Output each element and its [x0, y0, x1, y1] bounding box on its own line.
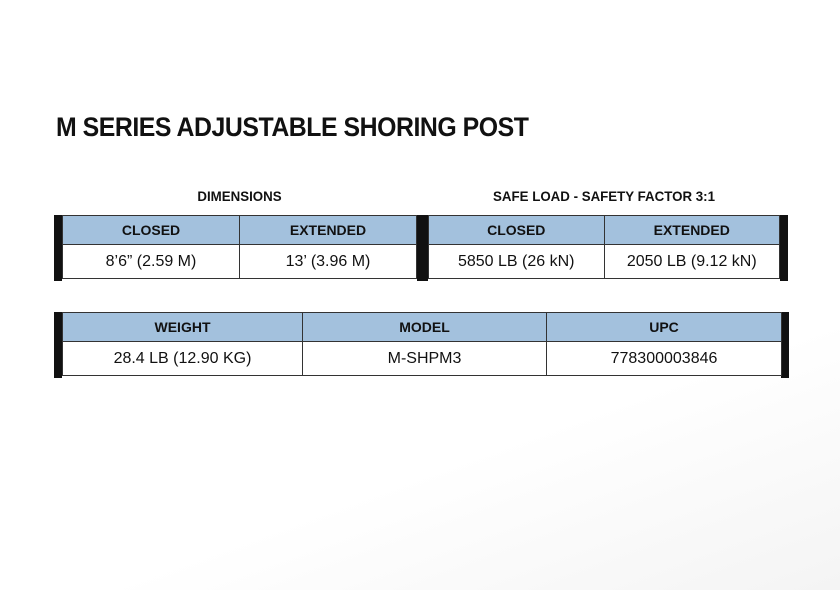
- right-bar-bottom: [781, 312, 789, 378]
- table-row: [429, 245, 780, 279]
- dimensions-label: DIMENSIONS: [197, 188, 282, 204]
- weight-value: 28.4 LB (12.90 KG): [63, 342, 303, 376]
- dimensions-extended-header: EXTENDED: [240, 216, 417, 245]
- upc-header: UPC: [547, 313, 782, 342]
- dimensions-table: [62, 215, 417, 279]
- dimensions-closed-value: 8’6” (2.59 M): [63, 245, 240, 279]
- load-extended-value: 2050 LB (9.12 kN): [604, 245, 780, 279]
- load-extended-header: EXTENDED: [604, 216, 780, 245]
- safe-load-table: [428, 215, 780, 279]
- table-row: [63, 342, 782, 376]
- load-closed-header: CLOSED: [429, 216, 605, 245]
- page-title: M SERIES ADJUSTABLE SHORING POST: [56, 112, 529, 142]
- table-header-row: [63, 313, 782, 342]
- dimensions-closed-header: CLOSED: [63, 216, 240, 245]
- load-closed-value: 5850 LB (26 kN): [429, 245, 605, 279]
- model-header: MODEL: [303, 313, 547, 342]
- safe-load-label: SAFE LOAD - SAFETY FACTOR 3:1: [493, 188, 715, 204]
- table-header-row: [63, 216, 417, 245]
- product-table: [62, 312, 782, 376]
- model-value: M-SHPM3: [303, 342, 547, 376]
- dimensions-extended-value: 13’ (3.96 M): [240, 245, 417, 279]
- table-row: [63, 245, 417, 279]
- right-bar-top: [780, 215, 788, 281]
- weight-header: WEIGHT: [63, 313, 303, 342]
- left-bar-bottom: [54, 312, 62, 378]
- middle-bar-top: [417, 215, 428, 281]
- left-bar-top: [54, 215, 62, 281]
- upc-value: 778300003846: [547, 342, 782, 376]
- table-header-row: [429, 216, 780, 245]
